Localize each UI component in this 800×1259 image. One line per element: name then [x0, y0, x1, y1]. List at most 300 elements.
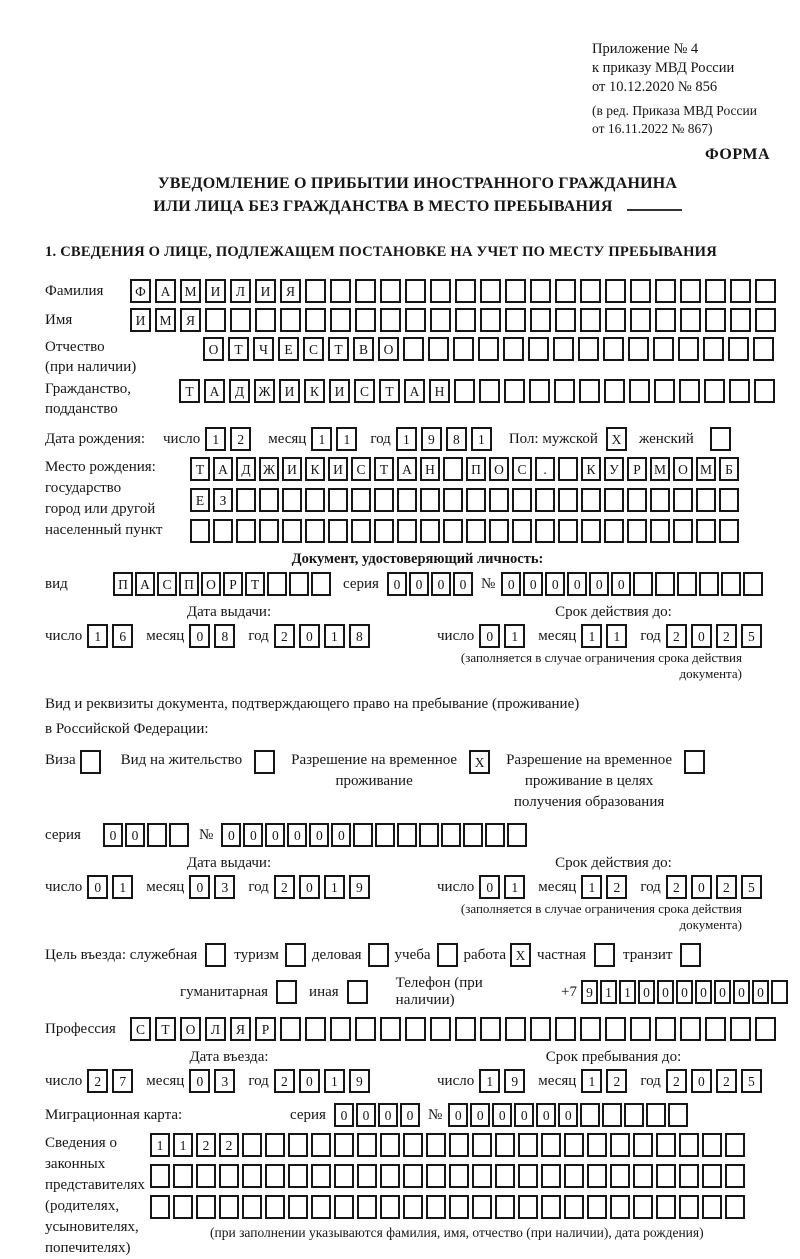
char-box[interactable]: [754, 379, 775, 403]
char-box[interactable]: [463, 823, 483, 847]
char-box[interactable]: Д: [229, 379, 250, 403]
char-box[interactable]: Л: [205, 1017, 226, 1041]
char-box[interactable]: [530, 279, 551, 303]
char-box[interactable]: 0: [299, 1069, 320, 1093]
char-box[interactable]: [580, 1103, 600, 1127]
checkbox-sex-male[interactable]: X: [606, 427, 627, 451]
char-box[interactable]: [397, 488, 417, 512]
char-box[interactable]: [405, 279, 426, 303]
char-box[interactable]: К: [581, 457, 601, 481]
char-box[interactable]: [259, 488, 279, 512]
char-box[interactable]: 0: [567, 572, 587, 596]
char-box[interactable]: [403, 337, 424, 361]
char-box[interactable]: [305, 1017, 326, 1041]
char-box[interactable]: [443, 519, 463, 543]
char-box[interactable]: [205, 308, 226, 332]
char-box[interactable]: 1: [471, 427, 492, 451]
char-box[interactable]: [725, 1195, 745, 1219]
char-box[interactable]: И: [328, 457, 348, 481]
char-box[interactable]: Т: [179, 379, 200, 403]
char-box[interactable]: [330, 279, 351, 303]
char-box[interactable]: [679, 1195, 699, 1219]
char-box[interactable]: [403, 1164, 423, 1188]
char-box[interactable]: 1: [479, 1069, 500, 1093]
char-box[interactable]: 0: [657, 980, 674, 1004]
char-box[interactable]: И: [329, 379, 350, 403]
char-box[interactable]: [328, 519, 348, 543]
char-box[interactable]: 1: [504, 875, 525, 899]
char-box[interactable]: [528, 337, 549, 361]
char-box[interactable]: 0: [125, 823, 145, 847]
char-box[interactable]: [530, 1017, 551, 1041]
char-box[interactable]: [630, 1017, 651, 1041]
char-box[interactable]: [455, 1017, 476, 1041]
char-box[interactable]: [334, 1164, 354, 1188]
char-box[interactable]: [150, 1195, 170, 1219]
char-box[interactable]: [449, 1133, 469, 1157]
char-box[interactable]: 0: [356, 1103, 376, 1127]
char-box[interactable]: О: [673, 457, 693, 481]
char-box[interactable]: [305, 519, 325, 543]
char-box[interactable]: [771, 980, 788, 1004]
char-box[interactable]: [729, 379, 750, 403]
char-box[interactable]: [466, 488, 486, 512]
char-box[interactable]: [305, 488, 325, 512]
char-box[interactable]: [430, 308, 451, 332]
char-box[interactable]: [305, 308, 326, 332]
char-box[interactable]: [289, 572, 309, 596]
char-box[interactable]: И: [130, 308, 151, 332]
char-box[interactable]: А: [155, 279, 176, 303]
char-box[interactable]: [374, 519, 394, 543]
char-box[interactable]: 0: [676, 980, 693, 1004]
char-box[interactable]: А: [204, 379, 225, 403]
char-box[interactable]: [702, 1164, 722, 1188]
char-box[interactable]: [420, 519, 440, 543]
char-box[interactable]: [280, 308, 301, 332]
char-box[interactable]: [580, 308, 601, 332]
char-box[interactable]: [725, 1133, 745, 1157]
char-box[interactable]: [380, 279, 401, 303]
char-box[interactable]: [580, 1017, 601, 1041]
char-box[interactable]: [705, 308, 726, 332]
char-box[interactable]: 0: [409, 572, 429, 596]
char-box[interactable]: [755, 308, 776, 332]
char-box[interactable]: [419, 823, 439, 847]
char-box[interactable]: Л: [230, 279, 251, 303]
char-box[interactable]: [628, 337, 649, 361]
char-box[interactable]: 3: [214, 1069, 235, 1093]
char-box[interactable]: 2: [196, 1133, 216, 1157]
char-box[interactable]: 0: [299, 624, 320, 648]
char-box[interactable]: Т: [328, 337, 349, 361]
char-box[interactable]: [730, 308, 751, 332]
char-box[interactable]: [380, 1017, 401, 1041]
char-box[interactable]: С: [130, 1017, 151, 1041]
char-box[interactable]: И: [255, 279, 276, 303]
char-box[interactable]: [219, 1164, 239, 1188]
char-box[interactable]: [236, 519, 256, 543]
char-box[interactable]: 0: [189, 624, 210, 648]
char-box[interactable]: У: [604, 457, 624, 481]
char-box[interactable]: [603, 337, 624, 361]
char-box[interactable]: [755, 1017, 776, 1041]
char-box[interactable]: А: [397, 457, 417, 481]
char-box[interactable]: [265, 1133, 285, 1157]
char-box[interactable]: [405, 1017, 426, 1041]
char-box[interactable]: Б: [719, 457, 739, 481]
char-box[interactable]: 5: [741, 624, 762, 648]
char-box[interactable]: 0: [470, 1103, 490, 1127]
char-box[interactable]: [553, 337, 574, 361]
char-box[interactable]: 0: [558, 1103, 578, 1127]
char-box[interactable]: 2: [219, 1133, 239, 1157]
char-box[interactable]: [679, 1164, 699, 1188]
char-box[interactable]: 2: [87, 1069, 108, 1093]
char-box[interactable]: [696, 488, 716, 512]
char-box[interactable]: [655, 1017, 676, 1041]
char-box[interactable]: Т: [379, 379, 400, 403]
char-box[interactable]: С: [354, 379, 375, 403]
char-box[interactable]: [282, 519, 302, 543]
char-box[interactable]: [653, 337, 674, 361]
char-box[interactable]: 2: [606, 875, 627, 899]
char-box[interactable]: Н: [429, 379, 450, 403]
char-box[interactable]: [505, 279, 526, 303]
char-box[interactable]: 1: [396, 427, 417, 451]
char-box[interactable]: [196, 1195, 216, 1219]
char-box[interactable]: [330, 308, 351, 332]
char-box[interactable]: [702, 1195, 722, 1219]
char-box[interactable]: Я: [230, 1017, 251, 1041]
char-box[interactable]: [480, 1017, 501, 1041]
char-box[interactable]: [730, 1017, 751, 1041]
char-box[interactable]: [357, 1195, 377, 1219]
char-box[interactable]: [530, 308, 551, 332]
char-box[interactable]: [633, 572, 653, 596]
checkbox-purpose-transit[interactable]: [680, 943, 701, 967]
char-box[interactable]: 0: [189, 875, 210, 899]
char-box[interactable]: [311, 572, 331, 596]
char-box[interactable]: [426, 1195, 446, 1219]
char-box[interactable]: 2: [716, 624, 737, 648]
char-box[interactable]: [282, 488, 302, 512]
char-box[interactable]: 0: [103, 823, 123, 847]
char-box[interactable]: [242, 1164, 262, 1188]
char-box[interactable]: [265, 1195, 285, 1219]
char-box[interactable]: [624, 1103, 644, 1127]
char-box[interactable]: [259, 519, 279, 543]
char-box[interactable]: [328, 488, 348, 512]
char-box[interactable]: Р: [255, 1017, 276, 1041]
char-box[interactable]: 0: [431, 572, 451, 596]
char-box[interactable]: [334, 1133, 354, 1157]
char-box[interactable]: З: [213, 488, 233, 512]
char-box[interactable]: [699, 572, 719, 596]
char-box[interactable]: [703, 337, 724, 361]
char-box[interactable]: [633, 1133, 653, 1157]
char-box[interactable]: 0: [387, 572, 407, 596]
char-box[interactable]: [454, 379, 475, 403]
char-box[interactable]: 5: [741, 1069, 762, 1093]
char-box[interactable]: В: [353, 337, 374, 361]
char-box[interactable]: 1: [606, 624, 627, 648]
char-box[interactable]: [374, 488, 394, 512]
char-box[interactable]: 0: [479, 624, 500, 648]
checkbox-purpose-work[interactable]: X: [510, 943, 531, 967]
char-box[interactable]: [587, 1164, 607, 1188]
char-box[interactable]: 0: [695, 980, 712, 1004]
char-box[interactable]: [505, 308, 526, 332]
char-box[interactable]: 1: [619, 980, 636, 1004]
char-box[interactable]: 1: [324, 1069, 345, 1093]
char-box[interactable]: [677, 572, 697, 596]
char-box[interactable]: Т: [228, 337, 249, 361]
char-box[interactable]: 2: [716, 875, 737, 899]
char-box[interactable]: Я: [280, 279, 301, 303]
char-box[interactable]: [650, 519, 670, 543]
char-box[interactable]: [403, 1133, 423, 1157]
char-box[interactable]: [311, 1164, 331, 1188]
char-box[interactable]: 2: [230, 427, 251, 451]
char-box[interactable]: [610, 1164, 630, 1188]
char-box[interactable]: 0: [545, 572, 565, 596]
char-box[interactable]: [655, 279, 676, 303]
char-box[interactable]: 0: [243, 823, 263, 847]
char-box[interactable]: [397, 823, 417, 847]
char-box[interactable]: 1: [581, 624, 602, 648]
char-box[interactable]: И: [205, 279, 226, 303]
char-box[interactable]: [330, 1017, 351, 1041]
char-box[interactable]: 0: [448, 1103, 468, 1127]
char-box[interactable]: [518, 1133, 538, 1157]
checkbox-sex-female[interactable]: [710, 427, 731, 451]
char-box[interactable]: [355, 279, 376, 303]
char-box[interactable]: [655, 572, 675, 596]
char-box[interactable]: [673, 488, 693, 512]
char-box[interactable]: 0: [523, 572, 543, 596]
char-box[interactable]: [355, 1017, 376, 1041]
char-box[interactable]: П: [113, 572, 133, 596]
char-box[interactable]: [587, 1195, 607, 1219]
char-box[interactable]: [654, 379, 675, 403]
char-box[interactable]: 0: [691, 624, 712, 648]
checkbox-purpose-study[interactable]: [437, 943, 458, 967]
char-box[interactable]: [150, 1164, 170, 1188]
char-box[interactable]: 9: [421, 427, 442, 451]
checkbox-purpose-official[interactable]: [205, 943, 226, 967]
char-box[interactable]: [430, 279, 451, 303]
char-box[interactable]: О: [378, 337, 399, 361]
checkbox-temp-residence[interactable]: X: [469, 750, 490, 774]
char-box[interactable]: [443, 488, 463, 512]
char-box[interactable]: [380, 1195, 400, 1219]
char-box[interactable]: [555, 1017, 576, 1041]
char-box[interactable]: [581, 519, 601, 543]
char-box[interactable]: 5: [741, 875, 762, 899]
char-box[interactable]: [564, 1133, 584, 1157]
char-box[interactable]: [480, 308, 501, 332]
char-box[interactable]: Т: [245, 572, 265, 596]
char-box[interactable]: П: [466, 457, 486, 481]
char-box[interactable]: [529, 379, 550, 403]
char-box[interactable]: [236, 488, 256, 512]
char-box[interactable]: 9: [349, 875, 370, 899]
char-box[interactable]: [719, 519, 739, 543]
char-box[interactable]: [743, 572, 763, 596]
char-box[interactable]: [564, 1195, 584, 1219]
char-box[interactable]: Н: [420, 457, 440, 481]
char-box[interactable]: [728, 337, 749, 361]
char-box[interactable]: 2: [274, 875, 295, 899]
char-box[interactable]: [219, 1195, 239, 1219]
char-box[interactable]: 0: [536, 1103, 556, 1127]
char-box[interactable]: [719, 488, 739, 512]
checkbox-visa[interactable]: [80, 750, 101, 774]
checkbox-purpose-humanitarian[interactable]: [276, 980, 297, 1004]
char-box[interactable]: 0: [87, 875, 108, 899]
char-box[interactable]: 1: [581, 1069, 602, 1093]
char-box[interactable]: [453, 337, 474, 361]
char-box[interactable]: 1: [600, 980, 617, 1004]
char-box[interactable]: [495, 1133, 515, 1157]
char-box[interactable]: О: [180, 1017, 201, 1041]
char-box[interactable]: М: [650, 457, 670, 481]
char-box[interactable]: О: [489, 457, 509, 481]
char-box[interactable]: [288, 1164, 308, 1188]
char-box[interactable]: [512, 519, 532, 543]
char-box[interactable]: [255, 308, 276, 332]
char-box[interactable]: 8: [349, 624, 370, 648]
char-box[interactable]: 3: [214, 875, 235, 899]
char-box[interactable]: 9: [504, 1069, 525, 1093]
char-box[interactable]: [380, 308, 401, 332]
char-box[interactable]: [535, 488, 555, 512]
char-box[interactable]: А: [213, 457, 233, 481]
char-box[interactable]: [472, 1195, 492, 1219]
char-box[interactable]: [604, 379, 625, 403]
char-box[interactable]: [633, 1164, 653, 1188]
char-box[interactable]: [420, 488, 440, 512]
char-box[interactable]: 2: [666, 875, 687, 899]
char-box[interactable]: 1: [205, 427, 226, 451]
char-box[interactable]: С: [512, 457, 532, 481]
char-box[interactable]: [357, 1133, 377, 1157]
char-box[interactable]: А: [135, 572, 155, 596]
char-box[interactable]: [555, 308, 576, 332]
char-box[interactable]: [605, 279, 626, 303]
char-box[interactable]: [512, 488, 532, 512]
char-box[interactable]: 0: [752, 980, 769, 1004]
char-box[interactable]: [578, 337, 599, 361]
char-box[interactable]: [725, 1164, 745, 1188]
char-box[interactable]: 6: [112, 624, 133, 648]
char-box[interactable]: [480, 279, 501, 303]
char-box[interactable]: [730, 279, 751, 303]
char-box[interactable]: 1: [173, 1133, 193, 1157]
char-box[interactable]: 0: [309, 823, 329, 847]
char-box[interactable]: [495, 1164, 515, 1188]
char-box[interactable]: [305, 279, 326, 303]
char-box[interactable]: [173, 1164, 193, 1188]
char-box[interactable]: [627, 488, 647, 512]
char-box[interactable]: [403, 1195, 423, 1219]
char-box[interactable]: [455, 308, 476, 332]
char-box[interactable]: 1: [150, 1133, 170, 1157]
char-box[interactable]: 8: [214, 624, 235, 648]
char-box[interactable]: [604, 519, 624, 543]
char-box[interactable]: [627, 519, 647, 543]
char-box[interactable]: [753, 337, 774, 361]
char-box[interactable]: 1: [324, 875, 345, 899]
char-box[interactable]: [680, 308, 701, 332]
char-box[interactable]: Ж: [254, 379, 275, 403]
char-box[interactable]: 0: [334, 1103, 354, 1127]
checkbox-residence-permit[interactable]: [254, 750, 275, 774]
char-box[interactable]: 0: [378, 1103, 398, 1127]
char-box[interactable]: [678, 337, 699, 361]
char-box[interactable]: [466, 519, 486, 543]
char-box[interactable]: [288, 1133, 308, 1157]
char-box[interactable]: 0: [221, 823, 241, 847]
char-box[interactable]: [375, 823, 395, 847]
char-box[interactable]: [478, 337, 499, 361]
char-box[interactable]: [668, 1103, 688, 1127]
char-box[interactable]: [604, 488, 624, 512]
char-box[interactable]: [650, 488, 670, 512]
char-box[interactable]: 0: [265, 823, 285, 847]
char-box[interactable]: С: [351, 457, 371, 481]
char-box[interactable]: [147, 823, 167, 847]
char-box[interactable]: П: [179, 572, 199, 596]
char-box[interactable]: [196, 1164, 216, 1188]
char-box[interactable]: [169, 823, 189, 847]
char-box[interactable]: 2: [716, 1069, 737, 1093]
char-box[interactable]: [630, 279, 651, 303]
char-box[interactable]: [351, 519, 371, 543]
char-box[interactable]: 1: [87, 624, 108, 648]
char-box[interactable]: [280, 1017, 301, 1041]
char-box[interactable]: [443, 457, 463, 481]
char-box[interactable]: Ж: [259, 457, 279, 481]
char-box[interactable]: [311, 1133, 331, 1157]
char-box[interactable]: [449, 1195, 469, 1219]
char-box[interactable]: 0: [611, 572, 631, 596]
checkbox-purpose-business[interactable]: [368, 943, 389, 967]
char-box[interactable]: [426, 1164, 446, 1188]
char-box[interactable]: 8: [446, 427, 467, 451]
char-box[interactable]: М: [155, 308, 176, 332]
char-box[interactable]: [535, 519, 555, 543]
char-box[interactable]: Т: [374, 457, 394, 481]
char-box[interactable]: [489, 488, 509, 512]
char-box[interactable]: [656, 1195, 676, 1219]
char-box[interactable]: [230, 308, 251, 332]
checkbox-purpose-tourism[interactable]: [285, 943, 306, 967]
char-box[interactable]: [353, 823, 373, 847]
char-box[interactable]: [449, 1164, 469, 1188]
char-box[interactable]: О: [201, 572, 221, 596]
char-box[interactable]: [242, 1195, 262, 1219]
char-box[interactable]: [405, 308, 426, 332]
char-box[interactable]: [679, 379, 700, 403]
char-box[interactable]: [564, 1164, 584, 1188]
char-box[interactable]: [605, 1017, 626, 1041]
char-box[interactable]: К: [304, 379, 325, 403]
char-box[interactable]: [704, 379, 725, 403]
char-box[interactable]: 1: [311, 427, 332, 451]
char-box[interactable]: [673, 519, 693, 543]
